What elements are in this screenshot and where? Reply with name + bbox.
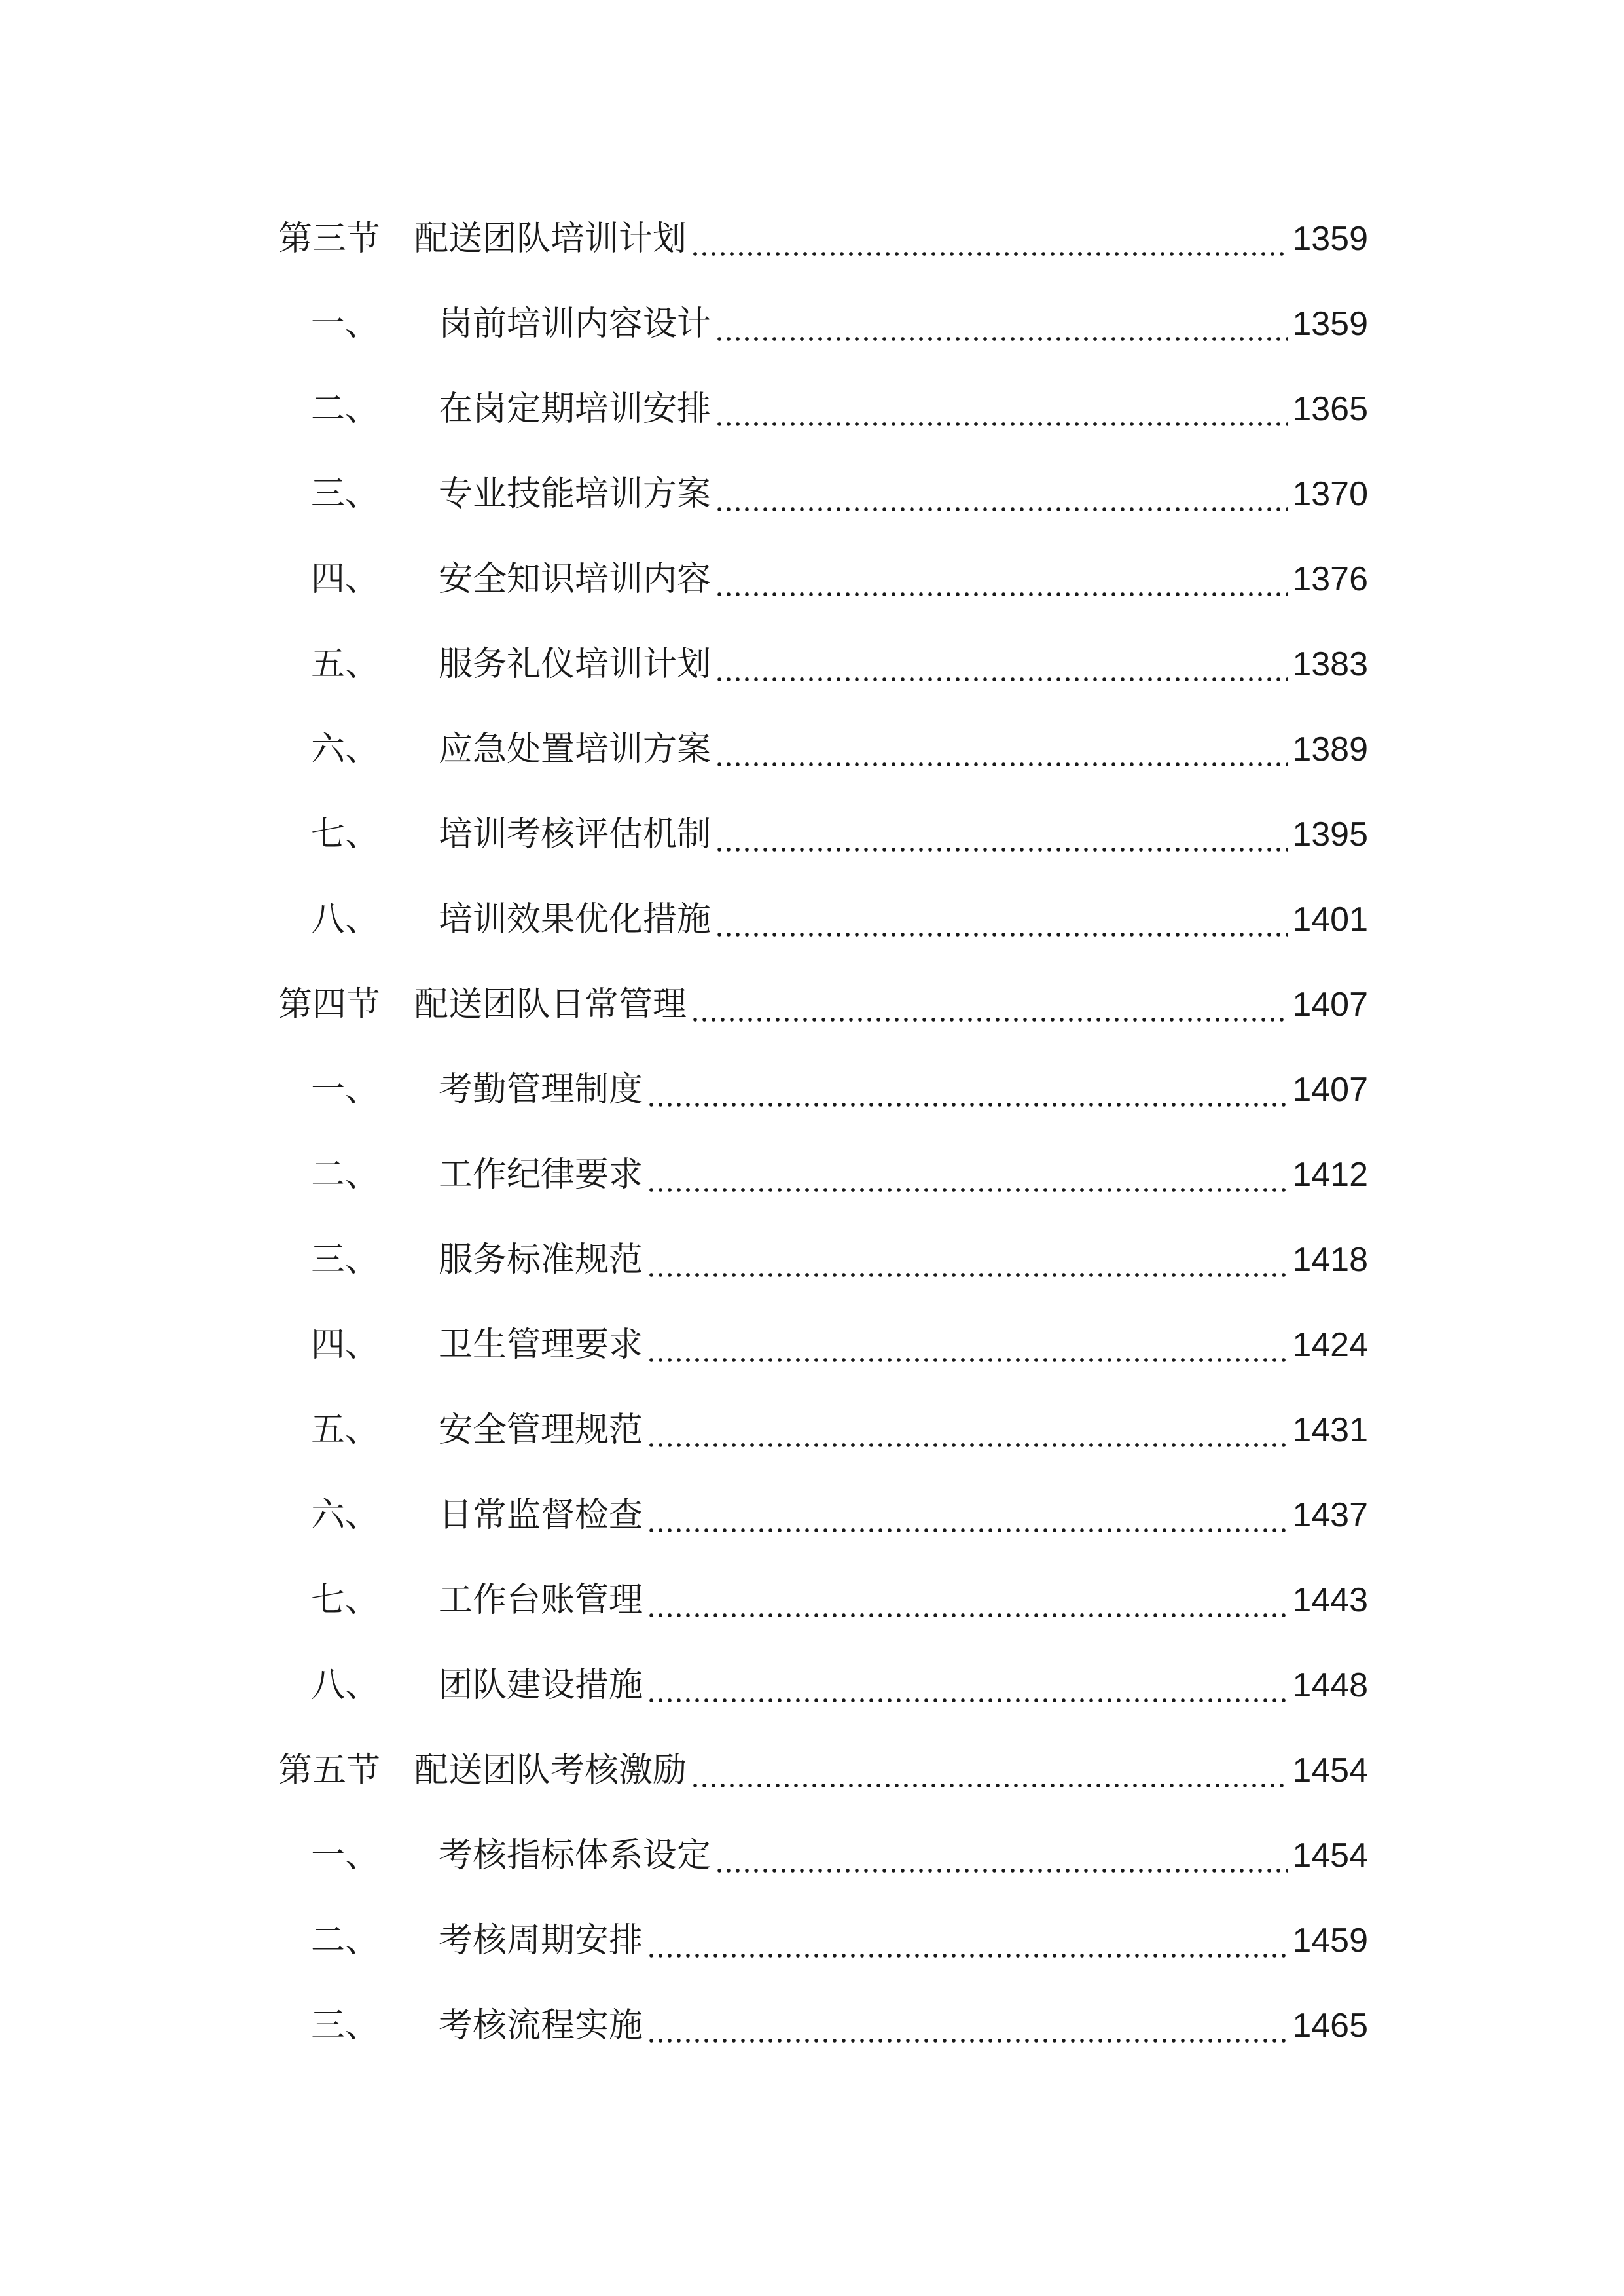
- toc-item-number: 七、: [311, 815, 380, 854]
- toc-page-number: 1418: [1292, 1241, 1368, 1279]
- toc-item-title: 考核流程实施: [439, 2006, 643, 2045]
- toc-page-number: 1412: [1292, 1156, 1368, 1194]
- toc-section-title: 配送团队考核激励: [414, 1751, 687, 1790]
- toc-item-number: 八、: [311, 1666, 380, 1705]
- toc-item-number: 一、: [311, 1836, 380, 1875]
- toc-item-title: 安全管理规范: [439, 1410, 643, 1450]
- toc-section-5[interactable]: [278, 1744, 1368, 1797]
- toc-page-number: 1454: [1292, 1837, 1368, 1874]
- toc-item-number: 八、: [311, 900, 380, 939]
- toc-section-number: 第四节: [278, 985, 381, 1024]
- toc-page-number: 1370: [1292, 475, 1368, 513]
- toc-item-title: 服务礼仪培训计划: [439, 645, 712, 684]
- toc-item-number: 二、: [311, 1921, 380, 1960]
- dot-leader: [647, 1319, 1288, 1371]
- toc-page-number: 1401: [1292, 901, 1368, 939]
- toc-item-number: 三、: [311, 475, 380, 514]
- toc-item[interactable]: [278, 1404, 1368, 1456]
- toc-item-number: 四、: [311, 1325, 380, 1365]
- dot-leader: [647, 1064, 1288, 1116]
- toc-item-title: 工作纪律要求: [439, 1155, 643, 1194]
- toc-item-title: 岗前培训内容设计: [439, 304, 712, 344]
- dot-leader: [647, 1149, 1288, 1201]
- toc-item[interactable]: [278, 2000, 1368, 2052]
- dot-leader: [715, 1829, 1288, 1882]
- toc-item-number: 六、: [311, 1496, 380, 1535]
- toc-item-number: 七、: [311, 1581, 380, 1620]
- toc-item-title: 工作台账管理: [439, 1581, 643, 1620]
- toc-item[interactable]: [278, 1064, 1368, 1116]
- toc-item-number: 二、: [311, 1155, 380, 1194]
- toc-section-number: 第三节: [278, 219, 381, 259]
- toc-item-title: 在岗定期培训安排: [439, 389, 712, 429]
- toc-item[interactable]: [278, 723, 1368, 776]
- toc-item-number: 二、: [311, 389, 380, 429]
- dot-leader: [715, 553, 1288, 605]
- toc-item[interactable]: [278, 638, 1368, 691]
- toc-item[interactable]: [278, 1829, 1368, 1882]
- toc-item-number: 三、: [311, 1240, 380, 1280]
- toc-item-number: 五、: [311, 1410, 380, 1450]
- toc-page-number: 1431: [1292, 1411, 1368, 1449]
- toc-section-title: 配送团队日常管理: [414, 985, 687, 1024]
- dot-leader: [715, 808, 1288, 861]
- toc-item-number: 四、: [311, 560, 380, 599]
- toc-section-3[interactable]: [278, 213, 1368, 265]
- toc-item-title: 培训考核评估机制: [439, 815, 712, 854]
- toc-item-title: 日常监督检查: [439, 1496, 643, 1535]
- toc-item[interactable]: [278, 1234, 1368, 1286]
- toc-item[interactable]: [278, 1914, 1368, 1967]
- toc-page-number: 1365: [1292, 390, 1368, 428]
- toc-page-number: 1359: [1292, 220, 1368, 258]
- toc-page-number: 1465: [1292, 2007, 1368, 2045]
- toc-page-number: 1407: [1292, 1071, 1368, 1109]
- toc-item-title: 服务标准规范: [439, 1240, 643, 1280]
- dot-leader: [715, 638, 1288, 691]
- toc-item-title: 卫生管理要求: [439, 1325, 643, 1365]
- toc-page-number: 1459: [1292, 1922, 1368, 1960]
- dot-leader: [647, 1404, 1288, 1456]
- toc-page-number: 1443: [1292, 1581, 1368, 1619]
- toc-section-4[interactable]: [278, 978, 1368, 1031]
- toc-item-title: 考核指标体系设定: [439, 1836, 712, 1875]
- toc-item[interactable]: [278, 1149, 1368, 1201]
- toc-page-number: 1389: [1292, 730, 1368, 768]
- toc-item-number: 一、: [311, 304, 380, 344]
- toc-page-number: 1454: [1292, 1751, 1368, 1789]
- dot-leader: [715, 383, 1288, 435]
- dot-leader: [647, 1489, 1288, 1541]
- toc-item[interactable]: [278, 298, 1368, 350]
- toc-page-number: 1395: [1292, 816, 1368, 853]
- dot-leader: [647, 1574, 1288, 1626]
- dot-leader: [691, 978, 1288, 1031]
- dot-leader: [691, 213, 1288, 265]
- dot-leader: [715, 298, 1288, 350]
- toc-page-number: 1437: [1292, 1496, 1368, 1534]
- toc-section-number: 第五节: [278, 1751, 381, 1790]
- toc-page-number: 1424: [1292, 1326, 1368, 1364]
- toc-item-title: 安全知识培训内容: [439, 560, 712, 599]
- toc-page-number: 1376: [1292, 560, 1368, 598]
- toc-item[interactable]: [278, 383, 1368, 435]
- toc-page-number: 1407: [1292, 986, 1368, 1024]
- toc-item-number: 三、: [311, 2006, 380, 2045]
- toc-item[interactable]: [278, 1574, 1368, 1626]
- toc-page-number: 1448: [1292, 1666, 1368, 1704]
- toc-item[interactable]: [278, 893, 1368, 946]
- toc-item[interactable]: [278, 808, 1368, 861]
- toc-page-number: 1359: [1292, 305, 1368, 343]
- toc-item-title: 团队建设措施: [439, 1666, 643, 1705]
- toc-section-title: 配送团队培训计划: [414, 219, 687, 259]
- dot-leader: [647, 1914, 1288, 1967]
- dot-leader: [647, 1659, 1288, 1712]
- dot-leader: [691, 1744, 1288, 1797]
- toc-item-title: 考核周期安排: [439, 1921, 643, 1960]
- toc-item[interactable]: [278, 468, 1368, 520]
- toc-item-title: 专业技能培训方案: [439, 475, 712, 514]
- toc-item[interactable]: [278, 1659, 1368, 1712]
- toc-item[interactable]: [278, 1319, 1368, 1371]
- toc-item-title: 应急处置培训方案: [439, 730, 712, 769]
- toc-page-number: 1383: [1292, 645, 1368, 683]
- toc-item[interactable]: [278, 553, 1368, 605]
- dot-leader: [715, 893, 1288, 946]
- toc-item-number: 六、: [311, 730, 380, 769]
- toc-item-title: 考勤管理制度: [439, 1070, 643, 1109]
- toc-item[interactable]: [278, 1489, 1368, 1541]
- dot-leader: [715, 468, 1288, 520]
- dot-leader: [647, 1234, 1288, 1286]
- dot-leader: [647, 2000, 1288, 2052]
- toc-item-number: 一、: [311, 1070, 380, 1109]
- toc-item-title: 培训效果优化措施: [439, 900, 712, 939]
- toc-item-number: 五、: [311, 645, 380, 684]
- dot-leader: [715, 723, 1288, 776]
